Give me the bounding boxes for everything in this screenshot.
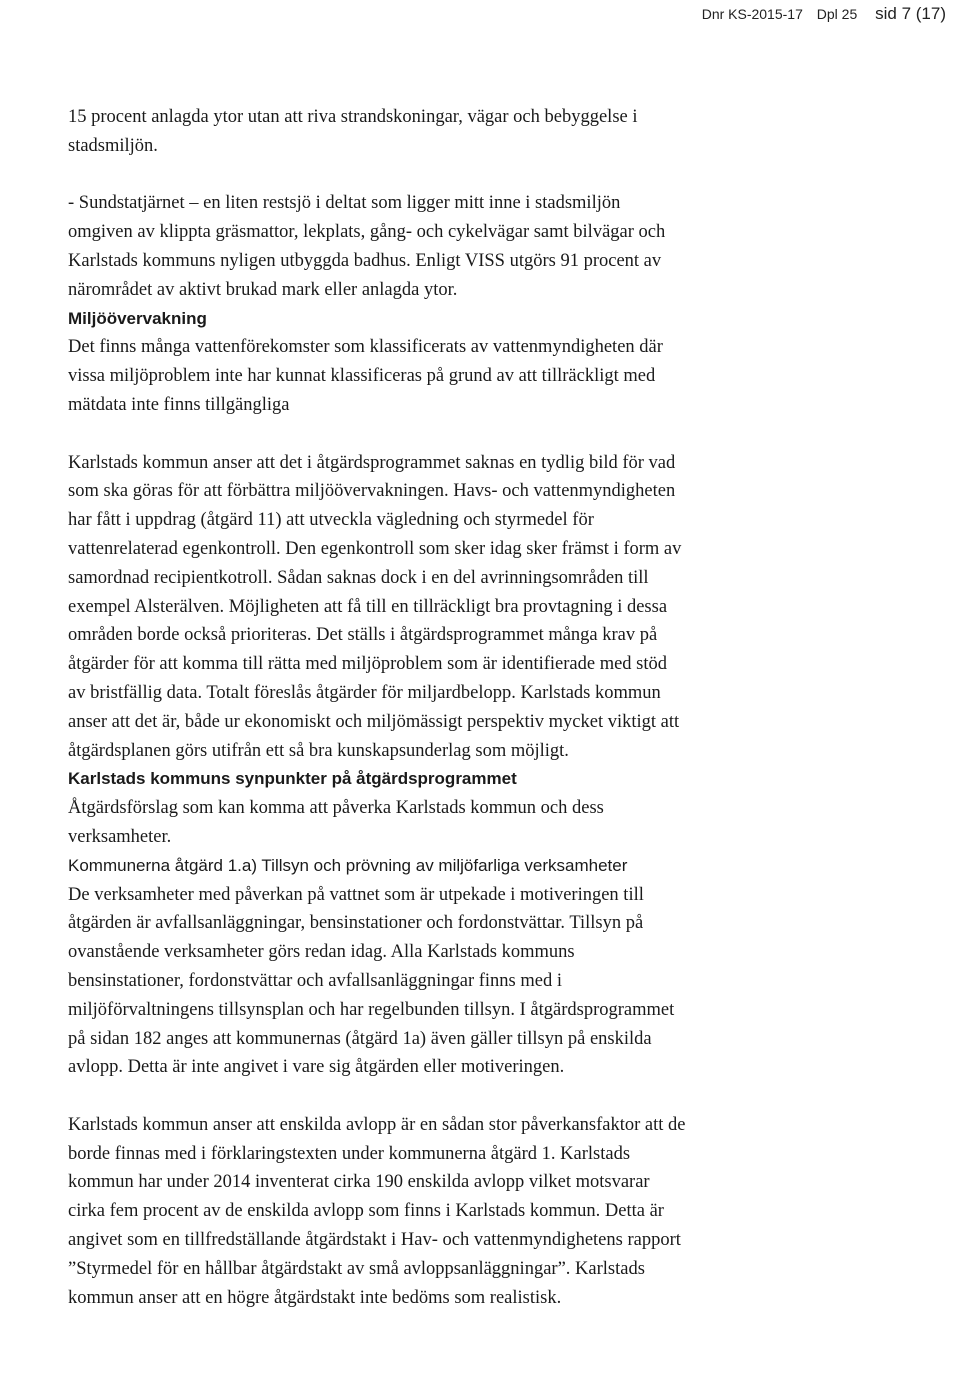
text-line: Det finns många vattenförekomster som klassificerats av vattenmyndigheten där <box>68 337 663 358</box>
text-line: verksamheter. <box>68 826 172 847</box>
subsection-heading: Kommunerna åtgärd 1.a) Tillsyn och prövning av miljöfarliga verksamheter <box>68 855 628 875</box>
page-number: sid 7 (17) <box>875 4 946 23</box>
text-line: mätdata inte finns tillgängliga <box>68 394 290 415</box>
text-line: åtgärdsplanen görs utifrån ett så bra kunskapsunderlag som möjligt. <box>68 740 569 761</box>
text-line: De verksamheter med påverkan på vattnet som är utpekade i motiveringen till <box>68 884 644 905</box>
text-line: ovanstående verksamheter görs redan idag. Alla Karlstads kommuns <box>68 942 575 963</box>
text-line: kommun har under 2014 inventerat cirka 190 enskilda avlopp vilket motsvarar <box>68 1172 650 1193</box>
text-line: åtgärden är avfallsanläggningar, bensinstationer och fordonstvättar. Tillsyn på <box>68 913 644 934</box>
text-line: ”Styrmedel för en hållbar åtgärdstakt av små avloppsanläggningar”. Karlstads <box>68 1258 645 1279</box>
text-line: åtgärder för att komma till rätta med miljöproblem som är identifierade med stöd <box>68 654 668 675</box>
text-line: närområdet av aktivt brukad mark eller anlagda ytor. <box>68 279 458 300</box>
document-number: Dnr KS-2015-17 <box>701 6 803 22</box>
text-line: miljöförvaltningens tillsynsplan och har regelbunden tillsyn. I åtgärdsprogrammet <box>68 999 675 1020</box>
text-line: anser att det är, både ur ekonomiskt och miljömässigt perspektiv mycket viktigt att <box>68 711 680 732</box>
text-line: - Sundstatjärnet – en liten restsjö i deltat som ligger mitt inne i stadsmiljön <box>68 193 621 214</box>
paragraph <box>68 103 798 161</box>
text-line: bensinstationer, fordonstvättar och avfallsanläggningar finns med i <box>68 970 562 991</box>
paragraph <box>68 1111 798 1313</box>
text-line: som ska göras för att förbättra miljöövervakningen. Havs- och vattenmyndigheten <box>68 481 676 502</box>
text-line: kommun anser att en högre åtgärdstakt inte bedöms som realistisk. <box>68 1287 562 1308</box>
text-line: av bristfällig data. Totalt föreslås åtgärder för miljardbelopp. Karlstads kommun <box>68 682 661 703</box>
text-line: borde finnas med i förklaringstexten under kommunerna åtgärd 1. Karlstads <box>68 1143 631 1164</box>
document-plan-number: Dpl 25 <box>816 6 858 22</box>
document-body <box>68 103 798 1312</box>
text-line: Karlstads kommuns nyligen utbyggda badhus. Enligt VISS utgörs 91 procent av <box>68 250 662 271</box>
section-heading: Miljöövervakning <box>68 308 207 328</box>
paragraph <box>68 449 798 766</box>
text-line: cirka fem procent av de enskilda avlopp som finns i Karlstads kommun. Detta är <box>68 1201 664 1222</box>
text-line: exempel Alsterälven. Möjligheten att få till en tillräckligt bra provtagning i dessa <box>68 596 668 617</box>
paragraph <box>68 794 798 852</box>
paragraph <box>68 333 798 419</box>
text-line: samordnad recipientkotroll. Sådan saknas dock i en del avrinningsområden till <box>68 567 649 588</box>
text-line: vattenrelaterad egenkontroll. Den egenkontroll som sker idag sker främst i form av <box>68 538 682 559</box>
page-header <box>692 4 946 24</box>
text-line: Åtgärdsförslag som kan komma att påverka Karlstads kommun och dess <box>68 798 604 819</box>
text-line: 15 procent anlagda ytor utan att riva strandskoningar, vägar och bebyggelse i <box>68 107 638 127</box>
text-line: Karlstads kommun anser att det i åtgärdsprogrammet saknas en tydlig bild för vad <box>68 452 676 473</box>
paragraph <box>68 189 798 304</box>
text-line: områden borde också prioriteras. Det ställs i åtgärdsprogrammet många krav på <box>68 625 658 646</box>
text-line: angivet som en tillfredställande åtgärdstakt i Hav- och vattenmyndighetens rapport <box>68 1230 681 1251</box>
text-line: omgiven av klippta gräsmattor, lekplats, gång- och cykelvägar samt bilvägar och <box>68 222 666 243</box>
paragraph <box>68 881 798 1083</box>
text-line: har fått i uppdrag (åtgärd 11) att utveckla vägledning och styrmedel för <box>68 510 594 531</box>
text-line: vissa miljöproblem inte har kunnat klassificeras på grund av att tillräckligt med <box>68 366 656 387</box>
text-line: på sidan 182 anges att kommunernas (åtgärd 1a) även gäller tillsyn på enskilda <box>68 1028 652 1049</box>
text-line: stadsmiljön. <box>68 135 158 156</box>
text-line: Karlstads kommun anser att enskilda avlopp är en sådan stor påverkansfaktor att de <box>68 1114 686 1135</box>
text-line: avlopp. Detta är inte angivet i vare sig åtgärden eller motiveringen. <box>68 1057 565 1078</box>
section-heading: Karlstads kommuns synpunkter på åtgärdsprogrammet <box>68 769 517 789</box>
